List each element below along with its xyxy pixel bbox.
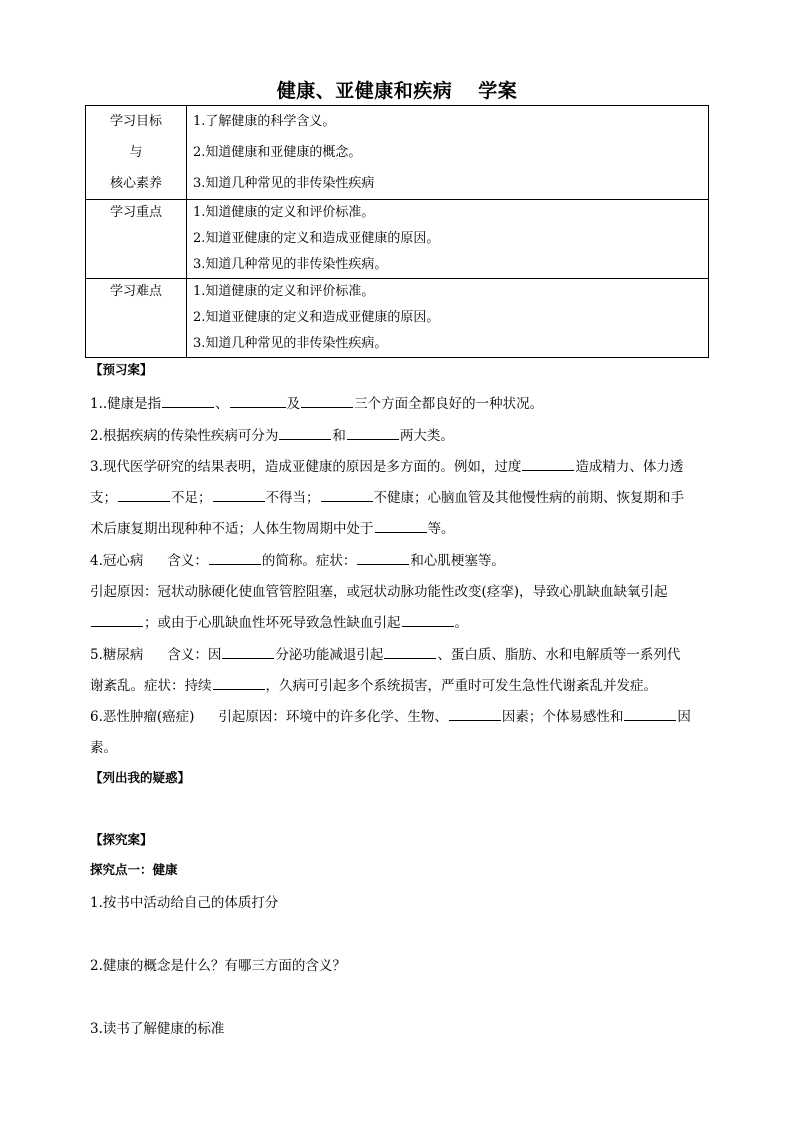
- row-content-key-points: [187, 200, 709, 279]
- answer-blank[interactable]: [301, 394, 353, 408]
- q-text: 5.糖尿病: [90, 647, 144, 663]
- question-4-line-2: 引起原因：冠状动脉硬化使血管管腔阻塞，或冠状动脉功能性改变(痉挛)，导致心肌缺血缺氧引起: [90, 584, 668, 600]
- question-3-line-2: [90, 486, 684, 506]
- answer-blank[interactable]: [375, 519, 427, 533]
- table-item: 3.知道几种常见的非传染性疾病: [193, 176, 375, 191]
- answer-blank[interactable]: [321, 488, 373, 502]
- preview-heading: 【预习案】: [90, 362, 153, 377]
- q-text: 含义：因: [167, 647, 222, 663]
- answer-blank[interactable]: [279, 426, 331, 440]
- explore-point-1: 探究点一：健康: [90, 862, 178, 877]
- q-text: 6.恶性肿瘤(癌症): [90, 709, 195, 725]
- question-3-line-1: [90, 455, 683, 475]
- answer-blank[interactable]: [213, 488, 265, 502]
- row-label-objectives: [86, 106, 187, 200]
- answer-blank[interactable]: [118, 488, 170, 502]
- answer-blank[interactable]: [449, 707, 501, 721]
- question-1: [90, 392, 543, 412]
- title-main: 健康、亚健康和疾病: [276, 80, 453, 102]
- q-text: 不得当；: [265, 490, 320, 506]
- table-row: [86, 200, 709, 279]
- explore-item-2: 2.健康的概念是什么？有哪三方面的含义？: [90, 958, 346, 974]
- q-text: 。: [454, 615, 468, 631]
- answer-blank[interactable]: [522, 457, 574, 471]
- question-2: [90, 424, 454, 444]
- row-content-objectives: [187, 106, 709, 200]
- q-text: 因: [677, 709, 691, 725]
- label-line: 核心素养: [109, 176, 162, 191]
- explore-item-3: 3.读书了解健康的标准: [90, 1021, 225, 1037]
- q-text: 分泌功能减退引起: [275, 647, 384, 663]
- q-text: 等。: [427, 521, 455, 537]
- goals-table: [85, 105, 709, 358]
- q-text: 支；: [90, 490, 117, 506]
- table-item: 1.知道健康的定义和评价标准。: [193, 284, 375, 299]
- q-text: 三个方面全都良好的一种状况。: [354, 396, 544, 412]
- label-line: 学习难点: [109, 284, 162, 299]
- table-item: 2.知道亚健康的定义和造成亚健康的原因。: [193, 310, 440, 325]
- q-text: 两大类。: [399, 428, 454, 444]
- table-item: 2.知道亚健康的定义和造成亚健康的原因。: [193, 231, 440, 246]
- row-content-difficulties: [187, 279, 709, 358]
- question-5-line-2: [90, 674, 657, 694]
- answer-blank[interactable]: [357, 551, 409, 565]
- answer-blank[interactable]: [624, 707, 676, 721]
- q-text: 的简称。症状：: [261, 553, 357, 569]
- explore-heading: 【探究案】: [90, 832, 153, 847]
- question-4-line-3: [90, 611, 468, 631]
- table-item: 3.知道几种常见的非传染性疾病。: [193, 336, 388, 351]
- table-item: 3.知道几种常见的非传染性疾病。: [193, 257, 388, 272]
- question-4-line-1: [90, 549, 505, 569]
- q-text: ；或由于心肌缺血性坏死导致急性缺血引起: [144, 615, 401, 631]
- q-text: 不健康；心脑血管及其他慢性病的前期、恢复期和手: [373, 490, 684, 506]
- q-text: 3.现代医学研究的结果表明，造成亚健康的原因是多方面的。例如，过度: [90, 459, 522, 475]
- answer-blank[interactable]: [347, 426, 399, 440]
- answer-blank[interactable]: [209, 551, 261, 565]
- q-text: 含义：: [167, 553, 208, 569]
- question-3-line-3: [90, 517, 455, 537]
- q-text: 4.冠心病: [90, 553, 144, 569]
- q-text: 1..健康是指: [90, 396, 162, 412]
- table-item: 2.知道健康和亚健康的概念。: [193, 145, 362, 160]
- q-text: 、蛋白质、脂肪、水和电解质等一系列代: [437, 647, 681, 663]
- q-text: ，久病可引起多个系统损害，严重时可发生急性代谢紊乱并发症。: [265, 678, 657, 694]
- table-item: 1.了解健康的科学含义。: [193, 114, 336, 129]
- label-line: 学习目标: [109, 114, 162, 129]
- q-text: 谢紊乱。症状：持续: [90, 678, 212, 694]
- q-text: 术后康复期出现种种不适；人体生物周期中处于: [90, 521, 374, 537]
- answer-blank[interactable]: [162, 394, 214, 408]
- explore-item-1: 1.按书中活动给自己的体质打分: [90, 895, 279, 911]
- doubts-heading: 【列出我的疑惑】: [90, 770, 191, 785]
- table-row: [86, 106, 709, 200]
- table-item: 1.知道健康的定义和评价标准。: [193, 205, 375, 220]
- answer-blank[interactable]: [213, 676, 265, 690]
- question-5-line-1: [90, 643, 680, 663]
- title-suffix: 学案: [478, 80, 518, 102]
- question-6-line-1: [90, 705, 691, 725]
- q-text: 及: [286, 396, 301, 412]
- row-label-key-points: [86, 200, 187, 279]
- answer-blank[interactable]: [222, 645, 274, 659]
- answer-blank[interactable]: [230, 394, 286, 408]
- q-text: 和心肌梗塞等。: [410, 553, 505, 569]
- q-text: 、: [215, 396, 229, 412]
- answer-blank[interactable]: [402, 613, 454, 627]
- q-text: 2.根据疾病的传染性疾病可分为: [90, 428, 279, 444]
- row-label-difficulties: [86, 279, 187, 358]
- question-6-line-2: 素。: [90, 740, 117, 756]
- page-title: [0, 76, 794, 103]
- q-text: 和: [332, 428, 346, 444]
- label-line: 学习重点: [109, 205, 162, 220]
- q-text: 造成精力、体力透: [575, 459, 684, 475]
- answer-blank[interactable]: [91, 613, 143, 627]
- label-line: 与: [129, 145, 143, 160]
- answer-blank[interactable]: [384, 645, 436, 659]
- q-text: 因素；个体易感性和: [501, 709, 624, 725]
- q-text: 引起原因：环境中的许多化学、生物、: [218, 709, 448, 725]
- table-row: [86, 279, 709, 358]
- q-text: 不足；: [171, 490, 212, 506]
